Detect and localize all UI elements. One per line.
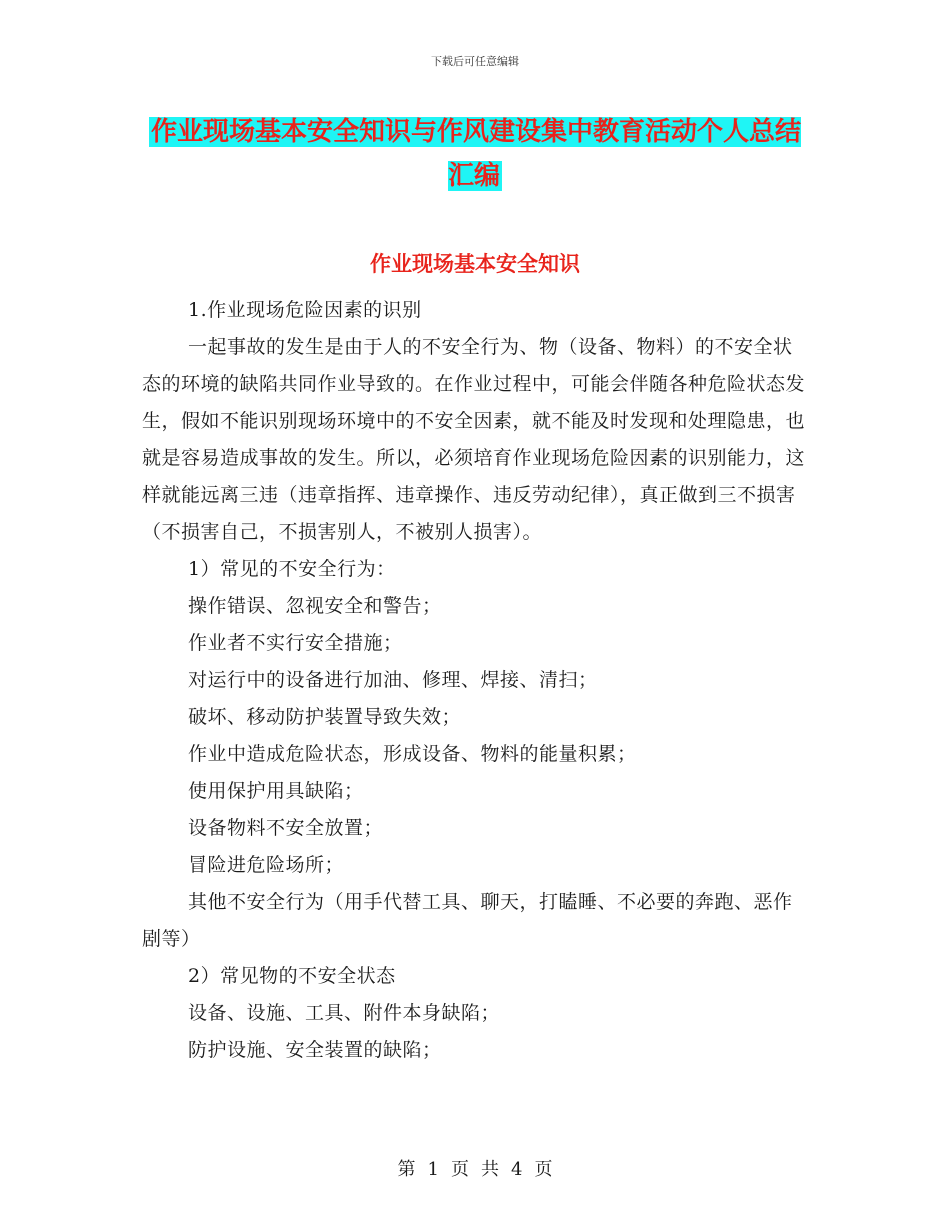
header-note: 下载后可任意编辑 [431,55,519,68]
paragraph: 使用保护用具缺陷； [188,780,364,802]
paragraph: 1.作业现场危险因素的识别 [188,299,422,321]
section-title: 作业现场基本安全知识 [370,252,580,276]
paragraph: 2）常见物的不安全状态 [188,965,396,987]
document-title [140,110,810,198]
paragraph: 作业者不实行安全措施； [188,632,403,654]
paragraph: 设备、设施、工具、附件本身缺陷； [188,1002,501,1024]
paragraph: 破坏、移动防护装置导致失效； [188,706,462,728]
page-footer [0,1155,950,1181]
paragraph: 设备物料不安全放置； [188,817,384,839]
paragraph: 作业中造成危险状态，形成设备、物料的能量积累； [188,743,637,765]
paragraph: 一起事故的发生是由于人的不安全行为、物（设备、物料）的不安全状态的环境的缺陷共同作业导致的。在作业过程中，可能会伴随各种危险状态发生，假如不能识别现场环境中的不安全因素，就不能及时发现和处理隐患，也就是容易造成事故的发生。所以，必须培育作业现场危险因素的识别能力，这样就能远离三违（违章指挥、违章操作、违反劳动纪律），真正做到三不损害（不损害自己，不损害别人，不被别人损害）。 [142,336,806,543]
page-number: 1 [427,1159,439,1180]
paragraph: 冒险进危险场所； [188,854,345,876]
total-pages: 4 [511,1159,523,1180]
paragraph: 1）常见的不安全行为： [188,558,396,580]
paragraph: 防护设施、安全装置的缺陷； [188,1039,442,1061]
page-unit: 页 [451,1159,469,1180]
total-unit: 页 [534,1159,553,1180]
total-label: 共 [481,1159,499,1180]
body-text [142,292,810,1069]
paragraph: 对运行中的设备进行加油、修理、焊接、清扫； [188,669,598,691]
paragraph: 其他不安全行为（用手代替工具、聊天，打瞌睡、不必要的奔跑、恶作剧等） [142,891,793,950]
page-label: 第 [397,1159,416,1180]
document-title-text: 作业现场基本安全知识与作风建设集中教育活动个人总结汇编 [150,117,801,191]
paragraph: 操作错误、忽视安全和警告； [188,595,442,617]
